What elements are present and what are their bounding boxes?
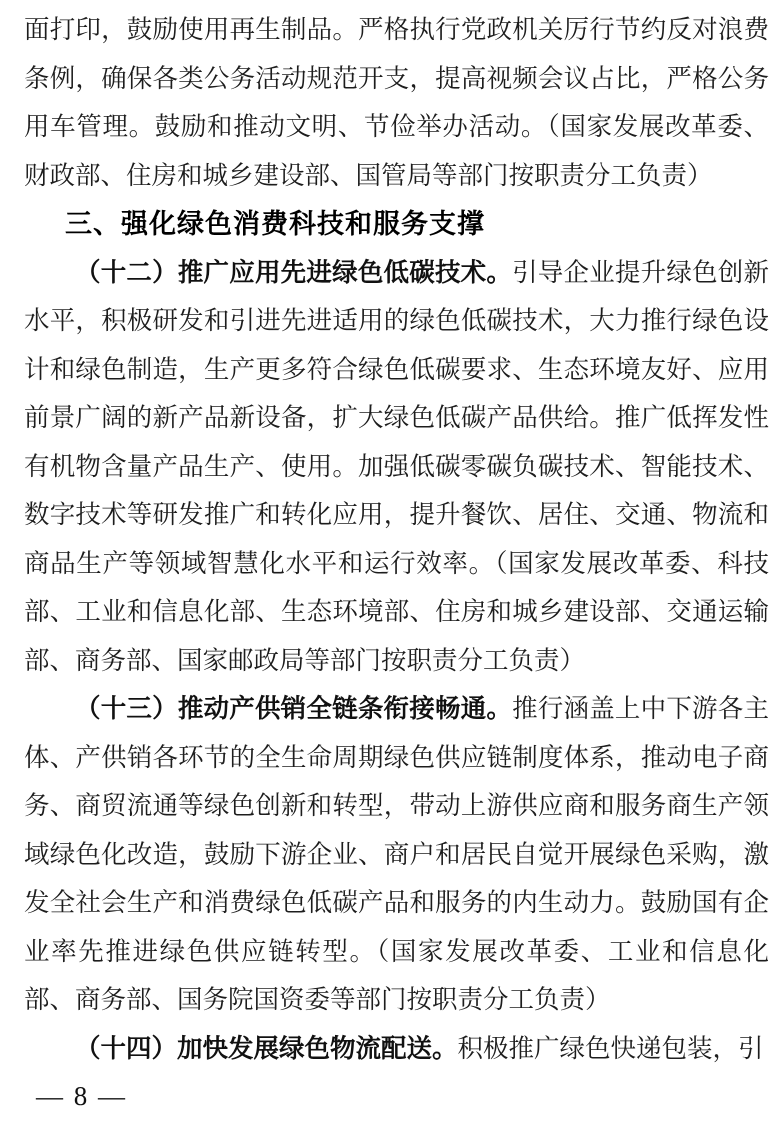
paragraph-item-14 xyxy=(24,1025,769,1074)
paragraph-item-13 xyxy=(24,685,769,1025)
paragraph-item-14-text: 积极推广绿色快递包装，引 xyxy=(457,1033,764,1063)
continuation-paragraph xyxy=(24,6,769,200)
paragraph-item-13-text: 推行涵盖上中下游各主体、产供销各环节的全生命周期绿色供应链制度体系，推动电子商务、商贸流通等绿色创新和转型，带动上游供应商和服务商生产领域绿色化改造，鼓励下游企业、商户和居民自觉开展绿色采购，激发全社会生产和消费绿色低碳产品和服务的内生动力。鼓励国有企业率先推进绿色供应链转型。（国家发展改革委、工业和信息化部、商务部、国务院国资委等部门按职责分工负责） xyxy=(24,694,769,1014)
paragraph-item-14-lead: （十四）加快发展绿色物流配送。 xyxy=(75,1033,458,1063)
paragraph-item-12 xyxy=(24,249,769,686)
paragraph-item-12-lead: （十二）推广应用先进绿色低碳技术。 xyxy=(75,257,513,287)
continuation-paragraph-text: 面打印，鼓励使用再生制品。严格执行党政机关厉行节约反对浪费条例，确保各类公务活动规范开支，提高视频会议占比，严格公务用车管理。鼓励和推动文明、节俭举办活动。（国家发展改革委、财政部、住房和城乡建设部、国管局等部门按职责分工负责） xyxy=(24,15,769,190)
paragraph-item-12-text: 引导企业提升绿色创新水平，积极研发和引进先进适用的绿色低碳技术，大力推行绿色设计和绿色制造，生产更多符合绿色低碳要求、生态环境友好、应用前景广阔的新产品新设备，扩大绿色低碳产品供给。推广低挥发性有机物含量产品生产、使用。加强低碳零碳负碳技术、智能技术、数字技术等研发推广和转化应用，提升餐饮、居住、交通、物流和商品生产等领域智慧化水平和运行效率。（国家发展改革委、科技部、工业和信息化部、生态环境部、住房和城乡建设部、交通运输部、商务部、国家邮政局等部门按职责分工负责） xyxy=(24,257,769,675)
page-number: — 8 — xyxy=(36,1081,127,1111)
section-heading: 三、强化绿色消费科技和服务支撑 xyxy=(65,209,485,239)
paragraph-item-13-lead: （十三）推动产供销全链条衔接畅通。 xyxy=(75,694,513,723)
